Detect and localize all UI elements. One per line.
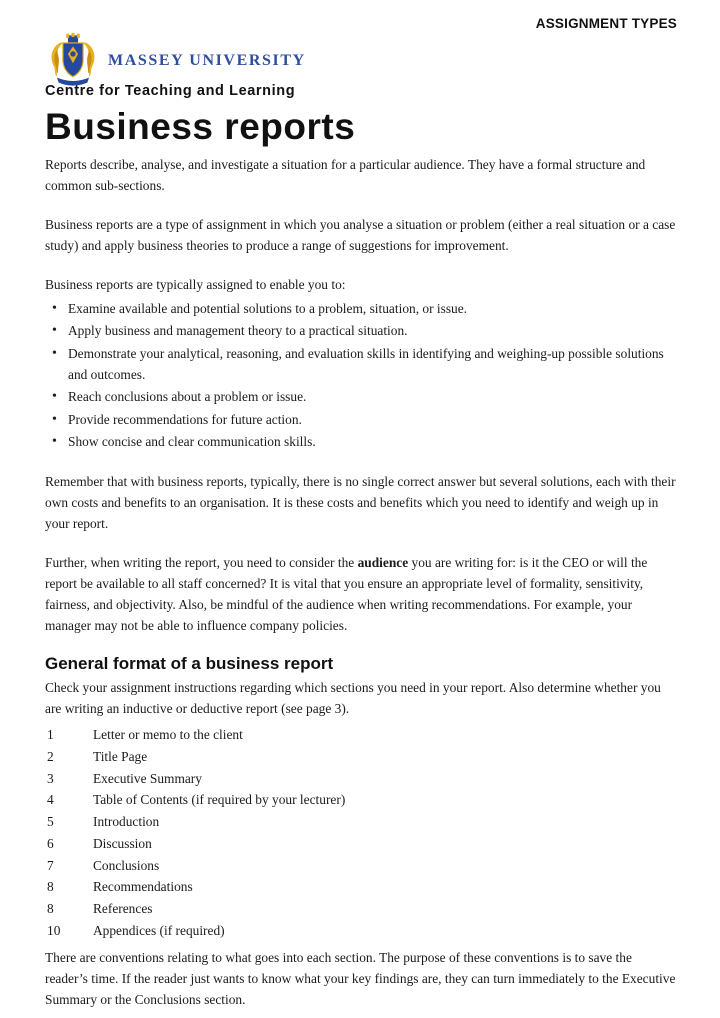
university-name: MASSEY UNIVERSITY xyxy=(108,52,306,69)
audience-bold-word: audience xyxy=(357,555,409,571)
numbered-row xyxy=(45,898,677,920)
conventions-paragraph: There are conventions relating to what goes into each section. The purpose of these conventions is to save the reader’s time. If the reader just wants to know what your key findings are, they can turn immediately to the Executive Summary or the Conclusions section. xyxy=(45,950,676,1008)
remember-paragraph: Remember that with business reports, typically, there is no single correct answer but several solutions, each with their own costs and benefits to an organisation. It is these costs and benefits which you need to identify and weigh up in your report. xyxy=(45,474,676,532)
item-label: Appendices (if required) xyxy=(93,922,225,938)
item-label: Letter or memo to the client xyxy=(93,727,243,743)
item-number: 7 xyxy=(47,857,54,873)
item-number: 10 xyxy=(47,922,61,938)
list-item: • Demonstrate your analytical, reasoning, and evaluation skills in identifying and weighing-up possible solutions and outcomes. xyxy=(45,343,677,385)
masthead xyxy=(45,31,677,87)
list-item: • Apply business and management theory to a practical situation. xyxy=(45,320,677,341)
item-label: Discussion xyxy=(93,835,152,851)
item-label: Executive Summary xyxy=(93,770,202,786)
numbered-row xyxy=(45,855,677,877)
list-item: • Reach conclusions about a problem or issue. xyxy=(45,386,677,407)
section-heading-general-format: General format of a business report xyxy=(45,654,334,674)
assignment-types-label: ASSIGNMENT TYPES xyxy=(535,16,677,31)
bullet-list-lead: Business reports are typically assigned to enable you to: xyxy=(45,276,346,292)
format-section-intro: Check your assignment instructions regarding which sections you need in your report. Also determine whether you are writing an inductive or deductive report (see page 3). xyxy=(45,680,661,717)
numbered-row xyxy=(45,920,677,942)
department-name: Centre for Teaching and Learning xyxy=(45,83,296,99)
item-number: 4 xyxy=(47,792,54,808)
item-label: Introduction xyxy=(93,814,160,830)
item-number: 5 xyxy=(47,814,54,830)
list-item: • Provide recommendations for future action. xyxy=(45,409,677,430)
item-number: 8 xyxy=(47,879,54,895)
item-label: Conclusions xyxy=(93,857,160,873)
item-number: 3 xyxy=(47,770,54,786)
item-label: Recommendations xyxy=(93,879,193,895)
item-number: 8 xyxy=(47,900,54,916)
report-sections-numbered-list xyxy=(45,724,677,941)
purpose-bullet-list xyxy=(45,298,677,453)
list-item: • Show concise and clear communication skills. xyxy=(45,431,677,452)
numbered-row xyxy=(45,811,677,833)
numbered-row xyxy=(45,833,677,855)
item-number: 1 xyxy=(47,727,54,743)
numbered-row xyxy=(45,789,677,811)
numbered-row xyxy=(45,768,677,790)
audience-paragraph-pre: Further, when writing the report, you need to consider the xyxy=(45,555,358,571)
audience-paragraph-post: you are writing for: is it the CEO or will the report be available to all staff concerned? It is vital that you ensure an appropriate level of formality, sensitivity, fairness, and objectivity. Also, be mindful of the audience when writing recommendations. For example, your manager may not be able to influence company policies. xyxy=(45,555,648,634)
page-title: Business reports xyxy=(45,106,356,147)
numbered-row xyxy=(45,746,677,768)
numbered-row xyxy=(45,876,677,898)
item-number: 6 xyxy=(47,835,54,851)
item-label: References xyxy=(93,900,153,916)
intro-paragraph-1: Reports describe, analyse, and investigate a situation for a particular audience. They have a formal structure and common sub-sections. xyxy=(45,156,646,193)
intro-paragraph-2: Business reports are a type of assignment in which you analyse a situation or problem (either a real situation or a case study) and apply business theories to produce a range of suggestions for improvement. xyxy=(45,216,676,253)
audience-paragraph xyxy=(45,552,677,636)
item-label: Title Page xyxy=(93,749,148,765)
item-number: 2 xyxy=(47,749,54,765)
list-item: • Examine available and potential solutions to a problem, situation, or issue. xyxy=(45,298,677,319)
item-label: Table of Contents (if required by your lecturer) xyxy=(93,792,346,808)
numbered-row xyxy=(45,724,677,746)
massey-crest-icon xyxy=(46,31,100,87)
